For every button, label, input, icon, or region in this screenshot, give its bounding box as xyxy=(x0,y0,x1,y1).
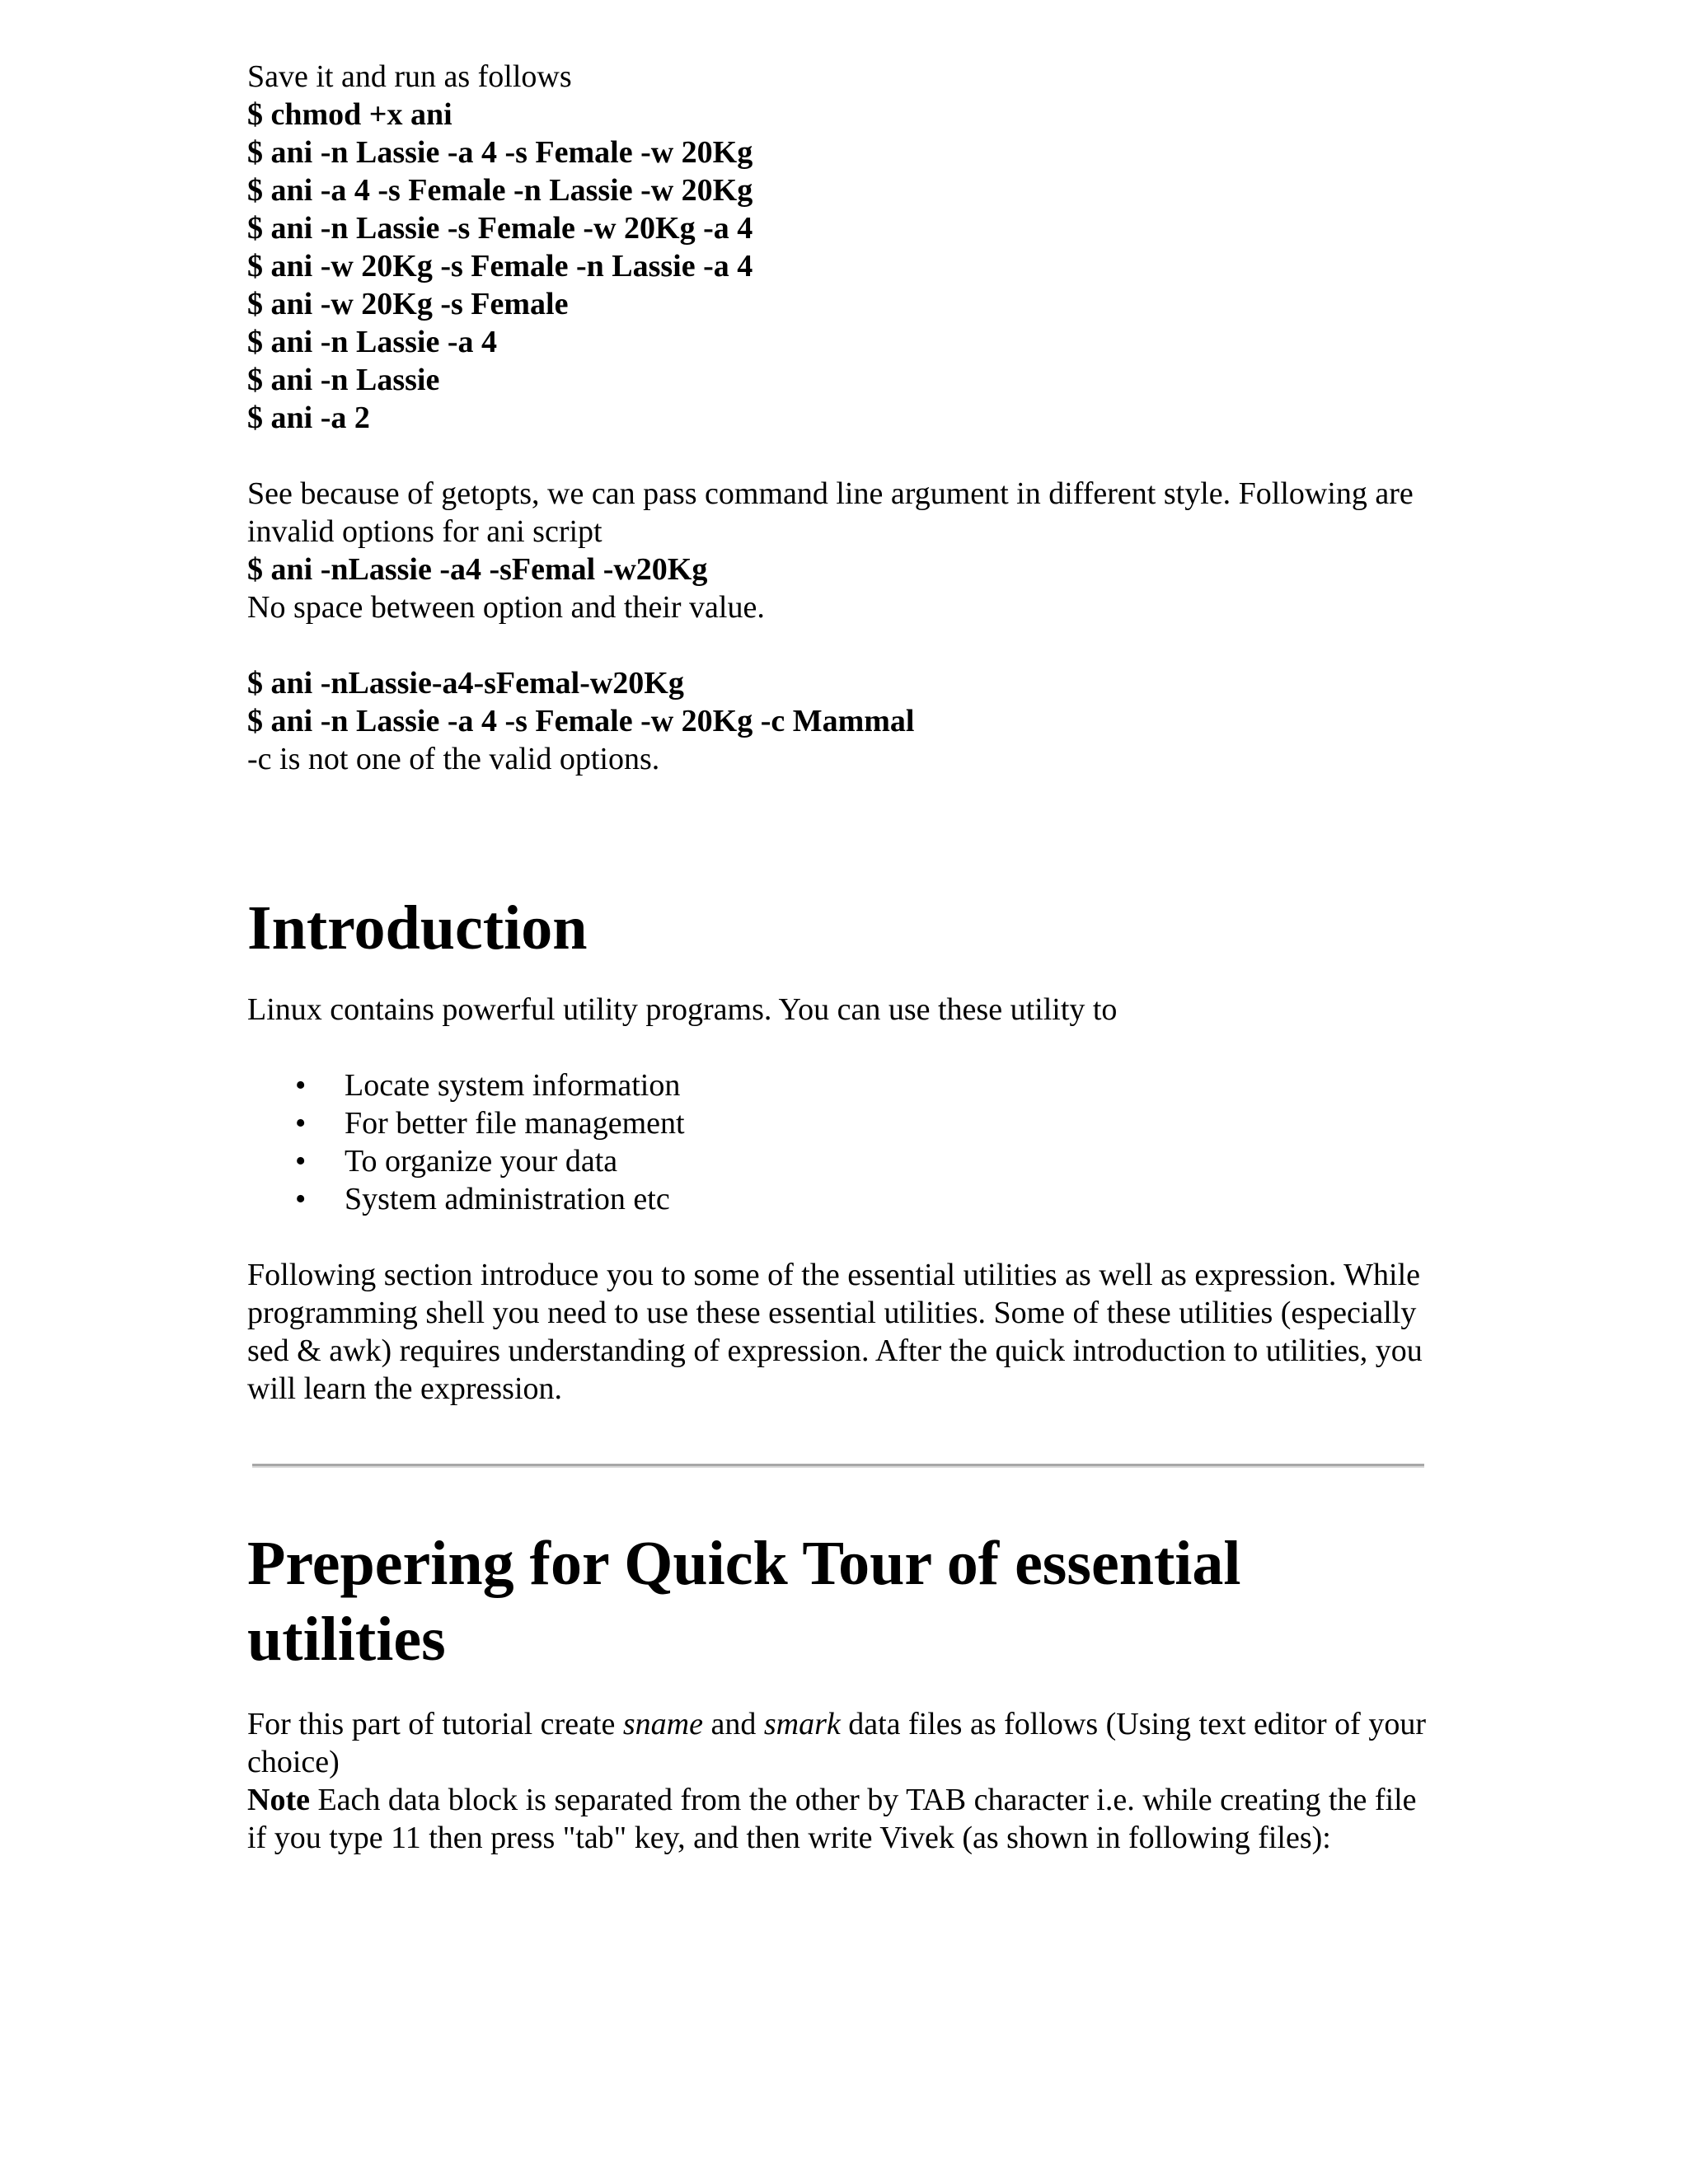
list-item-text: Locate system information xyxy=(345,1068,681,1103)
invalid-command: $ ani -n Lassie -a 4 -s Female -w 20Kg -c Mammal xyxy=(247,704,915,738)
command-line: $ ani -n Lassie -a 4 -s Female -w 20Kg xyxy=(247,135,753,170)
command-line: $ chmod +x ani xyxy=(247,97,452,132)
invalid-command: $ ani -nLassie-a4-sFemal-w20Kg xyxy=(247,666,684,701)
tour-text: For this part of tutorial create xyxy=(247,1707,623,1741)
invalid-command: $ ani -nLassie -a4 -sFemal -w20Kg xyxy=(247,552,708,587)
note-label: Note xyxy=(247,1783,310,1817)
introduction-heading: Introduction xyxy=(247,893,588,963)
command-line: $ ani -n Lassie xyxy=(247,363,440,397)
list-item xyxy=(247,1180,1442,1218)
invalid-note: -c is not one of the valid options. xyxy=(247,742,660,776)
note-paragraph xyxy=(247,1781,1442,1857)
command-line: $ ani -a 4 -s Female -n Lassie -w 20Kg xyxy=(247,173,753,208)
command-line: $ ani -n Lassie -s Female -w 20Kg -a 4 xyxy=(247,211,753,246)
bullet-icon: • xyxy=(295,1106,307,1141)
tour-paragraph xyxy=(247,1705,1442,1781)
list-item xyxy=(247,1066,1442,1104)
list-item xyxy=(247,1142,1442,1180)
getopts-paragraph: See because of getopts, we can pass command line argument in different style. Following are invalid options for ani script xyxy=(247,476,1414,549)
list-item-text: For better file management xyxy=(345,1106,685,1141)
introduction-paragraph: Linux contains powerful utility programs. You can use these utility to xyxy=(247,992,1118,1027)
command-line: $ ani -a 2 xyxy=(247,401,370,435)
note-text: Each data block is separated from the other by TAB character i.e. while creating the file if you type 11 then press "tab" key, and then write Vivek (as shown in following files): xyxy=(247,1783,1417,1855)
utility-uses-list xyxy=(247,1066,1442,1218)
list-item xyxy=(247,1104,1442,1142)
command-line: $ ani -n Lassie -a 4 xyxy=(247,325,497,359)
following-section-paragraph: Following section introduce you to some of the essential utilities as well as expression. While programming shell you need to use these essential utilities. Some of these utilities (especially sed & awk) requires understanding of expression. After the quick introduction to utilities, you will learn the expression. xyxy=(247,1258,1423,1406)
document-page xyxy=(247,58,1442,1857)
command-line: $ ani -w 20Kg -s Female xyxy=(247,287,569,321)
run-intro-text: Save it and run as follows xyxy=(247,59,572,94)
bullet-icon: • xyxy=(295,1144,307,1179)
bullet-icon: • xyxy=(295,1182,307,1216)
list-item-text: System administration etc xyxy=(345,1182,670,1216)
tour-text: and xyxy=(702,1707,764,1741)
bullet-icon: • xyxy=(295,1068,307,1103)
command-line: $ ani -w 20Kg -s Female -n Lassie -a 4 xyxy=(247,249,753,284)
quick-tour-heading: Prepering for Quick Tour of essential utilities xyxy=(247,1529,1241,1674)
invalid-note: No space between option and their value. xyxy=(247,590,765,625)
tour-text: data files as follows (Using text editor of your choice) xyxy=(247,1707,1426,1779)
list-item-text: To organize your data xyxy=(345,1144,618,1179)
sname-filename: sname xyxy=(622,1707,703,1741)
smark-filename: smark xyxy=(763,1707,841,1741)
